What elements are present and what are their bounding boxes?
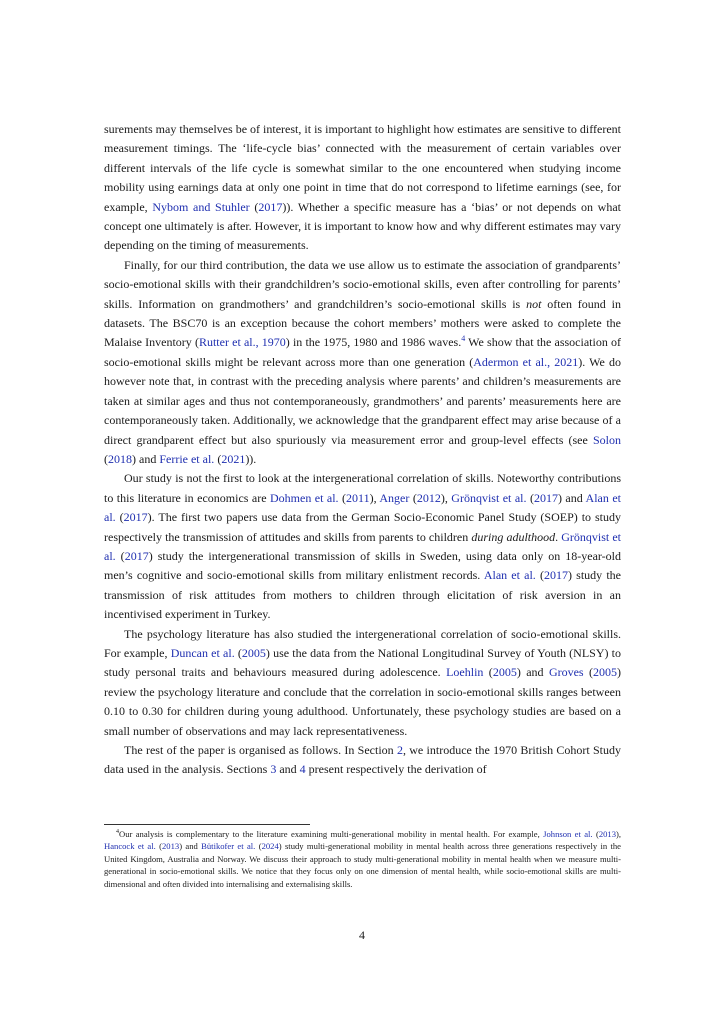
text-run: ) review the psychology literature and conclude that the correlation in socio-emotional skills ranges between 0.10 to 0.30 for children during young adulthood. Unfortunately, these psychology studies are based on a small number of observations and may lack representativeness.: [104, 665, 622, 738]
text-run: ) in the 1975, 1980 and 1986 waves.: [285, 335, 462, 350]
citation-link[interactable]: Nybom and Stuhler: [152, 199, 250, 214]
citation-link[interactable]: Loehlin: [446, 665, 484, 680]
text-run: (: [526, 490, 534, 505]
text-run: (: [535, 568, 544, 583]
text-run: (: [104, 451, 108, 466]
citation-link[interactable]: 2005: [241, 645, 266, 660]
citation-link[interactable]: Adermon et al., 2021: [473, 354, 579, 369]
citation-link[interactable]: Groves: [548, 665, 584, 680]
citation-link[interactable]: 2005: [492, 665, 517, 680]
citation-link[interactable]: Ferrie et al.: [159, 451, 215, 466]
text-run: often found in datasets. The BSC70 is an exception because the cohort members’ mothers were asked to complete the Malaise Inventory (: [104, 296, 621, 350]
citation-link[interactable]: Anger: [379, 490, 410, 505]
emphasis-text: during adulthood: [471, 529, 556, 544]
footnote-reference[interactable]: 4: [461, 334, 466, 344]
text-run: The psychology literature has also studied the intergenerational correlation of socio-emotional skills. For example,: [104, 626, 621, 660]
text-run: )). Whether a specific measure has a ‘bias’ or not depends on what concept one ultimately is after. However, it is important to know how and why different estimates may vary depending on the timing of measurements.: [104, 199, 621, 253]
citation-link[interactable]: 2021: [221, 451, 246, 466]
text-run: present respectively the derivation of: [305, 762, 487, 777]
text-run: Our analysis is complementary to the literature examining multi-generational mobility in mental health. For example,: [119, 829, 544, 839]
citation-link[interactable]: 3: [270, 762, 277, 777]
paragraph: [104, 120, 621, 256]
text-run: ) study the intergenerational transmission of skills in Sweden, using data only on 18-year-old men’s cognitive and socio-emotional skills from military enlistment records.: [104, 548, 621, 583]
text-run: (: [115, 510, 124, 525]
text-run: ) and: [516, 665, 549, 680]
text-run: ) and: [557, 490, 586, 505]
citation-link[interactable]: Johnson et al.: [543, 829, 593, 839]
citation-link[interactable]: 2017: [123, 510, 148, 525]
text-run: )).: [245, 451, 257, 466]
citation-link[interactable]: Rutter et al., 1970: [198, 335, 286, 350]
text-run: ) study multi-generational mobility in mental health across three generations respectively in the United Kingdom, Australia and Norway. We discuss their approach to study multi-generational mobility in mental health when we measure multi-generational in socio-emotional skills. We notice that they focus only on one dimension of mental health, while socio-emotional skills are multi-dimensional and often divided into internalising and externalising skills.: [104, 841, 622, 889]
text-run: ). We do however note that, in contrast with the preceding analysis where parents’ and children’s measurements are taken at similar ages and thus not contemporaneously, grandmothers’ and parents’ measurements here are contemporaneously taken. Additionally, we acknowledge that the grandparent effect may arise because of a direct grandparent effect but also spuriously via measurement error and group-level effects (see: [104, 354, 621, 447]
text-run: , we introduce the 1970 British Cohort Study data used in the analysis. Sections: [104, 743, 621, 777]
paragraph: [104, 256, 621, 469]
footnote: [104, 828, 621, 890]
body-text: [104, 120, 621, 780]
footnote-mark: 4: [116, 829, 119, 836]
text-run: ) use the data from the National Longitudinal Survey of Youth (NLSY) to study personal traits and behaviours measured during adolescence.: [104, 645, 622, 680]
citation-link[interactable]: 2018: [108, 451, 132, 466]
paragraph: [104, 741, 621, 780]
citation-link[interactable]: 2017: [258, 199, 283, 214]
text-run: ). The first two papers use data from the German Socio-Economic Panel Study (SOEP) to study respectively the transmission of attitudes and skills from parents to children: [104, 510, 621, 544]
text-run: (: [234, 645, 242, 660]
text-run: ) study the transmission of risk attitudes from mothers to children through elicitation of risk aversion in an incentivised experiment in Turkey.: [104, 568, 621, 622]
text-run: (: [483, 665, 493, 680]
citation-link[interactable]: 2017: [543, 568, 568, 583]
citation-link[interactable]: 2013: [598, 829, 616, 839]
page-number: 4: [359, 928, 365, 942]
text-run: ) and: [132, 451, 160, 466]
emphasis-text: not: [526, 296, 542, 311]
citation-link[interactable]: 4: [299, 762, 306, 777]
text-run: ),: [440, 490, 452, 505]
citation-link[interactable]: 2013: [162, 841, 180, 852]
citation-link[interactable]: Solon: [592, 432, 621, 447]
text-run: and: [276, 762, 300, 777]
citation-link[interactable]: Hancock et al.: [104, 841, 156, 852]
citation-link[interactable]: 2005: [593, 665, 618, 680]
citation-link[interactable]: 2: [396, 743, 403, 757]
citation-link[interactable]: 2012: [416, 490, 441, 505]
citation-link[interactable]: Dohmen et al.: [270, 490, 339, 505]
footnote-rule: [104, 824, 310, 825]
citation-link[interactable]: Alan et al.: [483, 568, 536, 583]
paragraph: [104, 625, 621, 741]
text-run: (: [409, 490, 417, 505]
text-run: surements may themselves be of interest, it is important to highlight how estimates are sensitive to different measurement timings. The ‘life-cycle bias’ connected with the measurement of certain variables over different intervals of the life cycle is somewhat similar to the one encountered when studying income mobility using earnings data at only one point in time that do not correspond to lifetime earnings (see, for example,: [104, 122, 621, 214]
text-run: Finally, for our third contribution, the data we use allow us to estimate the association of grandparents’ socio-emotional skills with their grandchildren’s socio-emotional skills, even after controlling for parents’ skills. Information on grandmothers’ and grandchildren’s socio-emotional skills is: [104, 257, 621, 311]
text-run: (: [115, 548, 125, 563]
text-run: (: [214, 451, 222, 466]
citation-link[interactable]: Duncan et al.: [170, 645, 235, 660]
text-run: ),: [369, 490, 380, 505]
footnote-text: [104, 828, 621, 890]
text-run: (: [592, 829, 599, 839]
paragraph: [104, 469, 621, 624]
citation-link[interactable]: Alan et al.: [104, 490, 621, 525]
text-run: (: [249, 199, 259, 214]
citation-link[interactable]: 2017: [533, 490, 558, 505]
text-run: We show that the association of socio-emotional skills might be relevant across more than one generation (: [104, 335, 621, 369]
text-run: Our study is not the first to look at the intergenerational correlation of skills. Noteworthy contributions to this literature in economics are: [104, 471, 621, 505]
text-run: ) and: [179, 841, 202, 852]
text-run: (: [338, 490, 347, 505]
text-run: (: [583, 665, 594, 680]
citation-link[interactable]: 2017: [124, 548, 149, 563]
citation-link[interactable]: Grönqvist et al.: [104, 529, 622, 563]
citation-link[interactable]: 2011: [346, 490, 370, 505]
text-run: (: [155, 841, 162, 852]
text-run: The rest of the paper is organised as follows. In Section: [124, 743, 397, 757]
text-run: .: [555, 529, 562, 544]
text-run: (: [255, 841, 262, 852]
text-run: ),: [616, 829, 622, 839]
citation-link[interactable]: Bütikofer et al.: [201, 841, 256, 852]
citation-link[interactable]: Grönqvist et al.: [451, 490, 527, 505]
citation-link[interactable]: 2024: [261, 841, 279, 852]
